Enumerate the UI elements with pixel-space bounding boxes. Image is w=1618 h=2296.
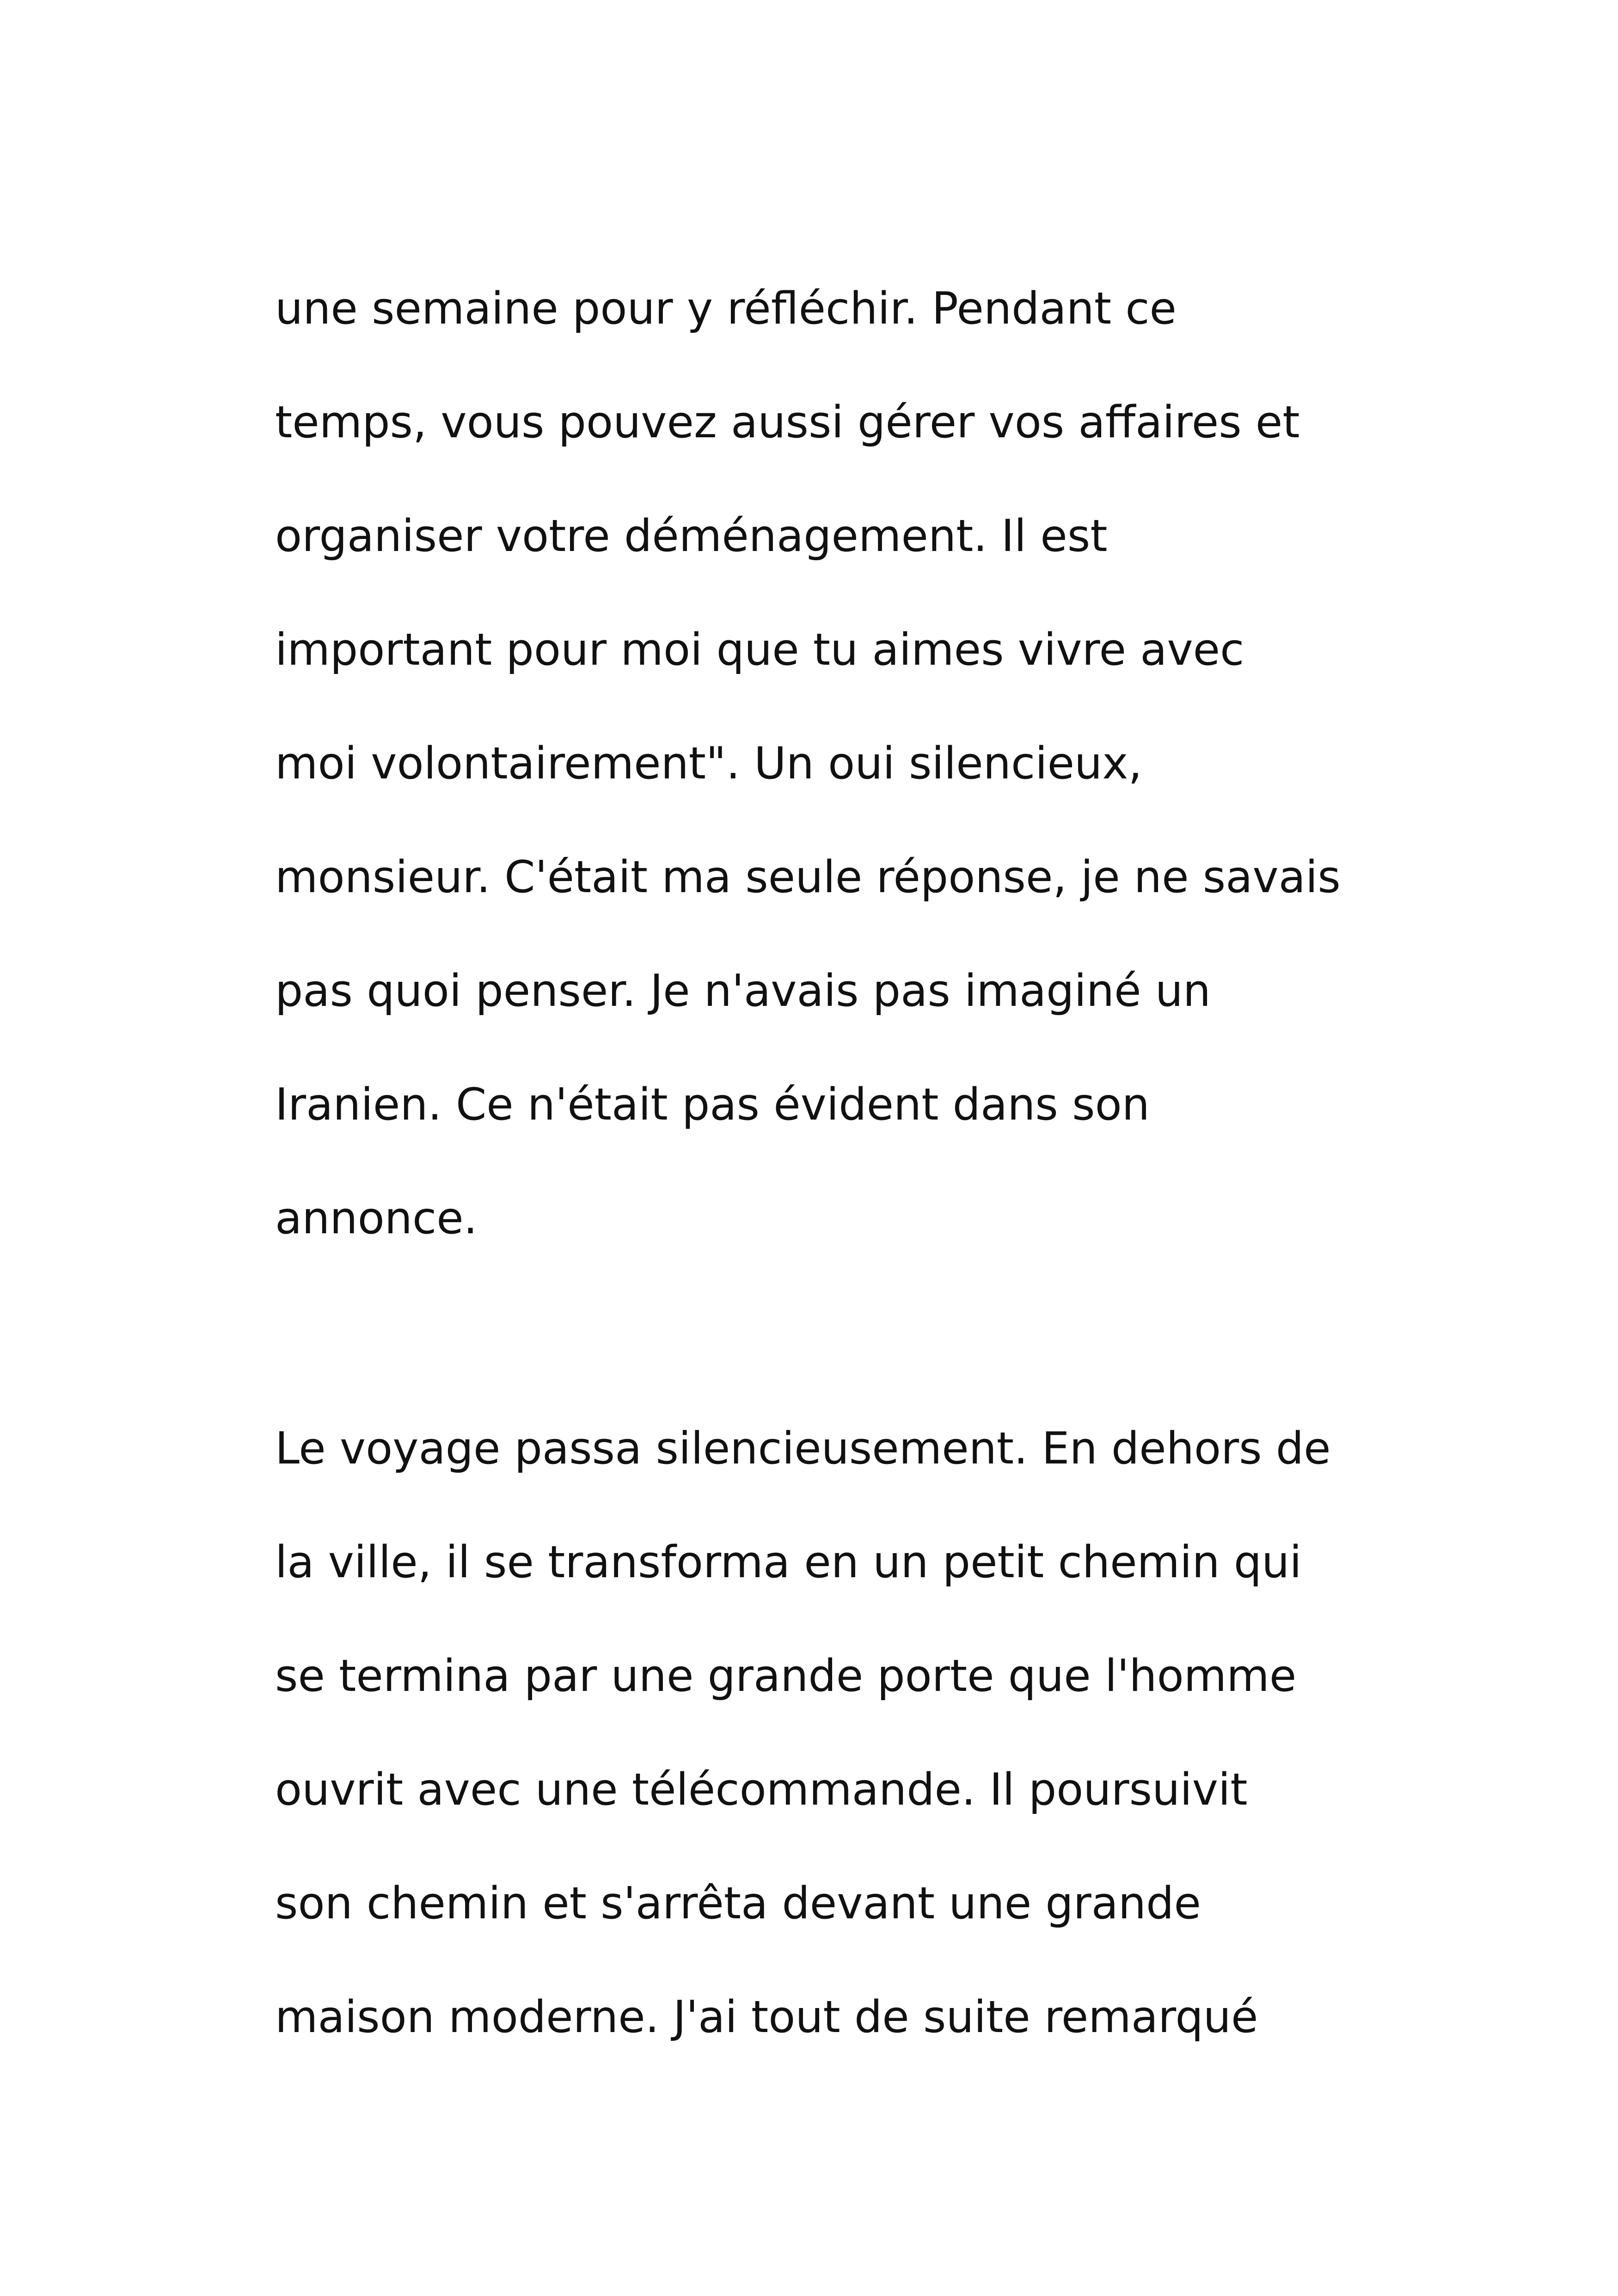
- text-line: Le voyage passa silencieusement. En dehors de: [275, 1423, 1331, 1474]
- text-line: une semaine pour y réfléchir. Pendant ce: [275, 283, 1177, 334]
- text-line: la ville, il se transforma en un petit chemin qui: [275, 1537, 1302, 1588]
- text-line: maison moderne. J'ai tout de suite remarqué: [275, 1992, 1258, 2043]
- paragraph: [275, 252, 1431, 1275]
- text-line: se termina par une grande porte que l'homme: [275, 1651, 1297, 1702]
- text-line: organiser votre déménagement. Il est: [275, 511, 1108, 562]
- text-line: monsieur. C'était ma seule réponse, je ne savais: [275, 852, 1341, 903]
- text-line: important pour moi que tu aimes vivre avec: [275, 625, 1244, 675]
- text-line: annonce.: [275, 1193, 478, 1244]
- text-line: temps, vous pouvez aussi gérer vos affaires et: [275, 397, 1300, 448]
- text-line: moi volontairement". Un oui silencieux,: [275, 738, 1142, 789]
- paragraph: [275, 1392, 1431, 2074]
- text-line: son chemin et s'arrêta devant une grande: [275, 1878, 1201, 1929]
- text-line: pas quoi penser. Je n'avais pas imaginé un: [275, 966, 1211, 1016]
- text-line: ouvrit avec une télécommande. Il poursuivit: [275, 1764, 1248, 1815]
- text-line: Iranien. Ce n'était pas évident dans son: [275, 1079, 1150, 1130]
